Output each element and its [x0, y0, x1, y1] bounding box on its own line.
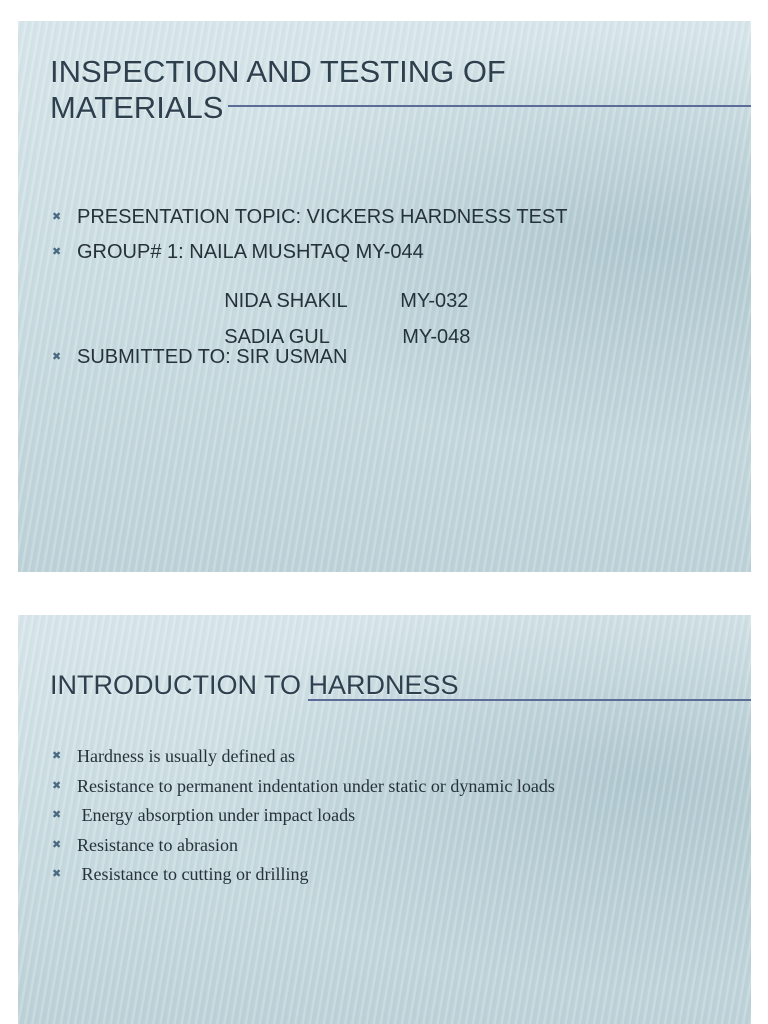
list-item: [52, 772, 555, 802]
x-bullet-icon: ✖: [52, 750, 62, 762]
x-bullet-icon: ✖: [52, 351, 62, 363]
group-text: GROUP# 1: NAILA MUSHTAQ MY-044: [77, 241, 424, 263]
list-item: [52, 831, 555, 861]
bullet-list: [52, 742, 555, 890]
bullet-text: Energy absorption under impact loads: [77, 805, 356, 825]
submitted-text: SUBMITTED TO: SIR USMAN: [77, 346, 348, 368]
list-item: [52, 860, 555, 890]
slide-2: [18, 615, 751, 1024]
list-item: [52, 235, 567, 270]
bullet-text: Resistance to permanent indentation under static or dynamic loads: [77, 775, 555, 796]
member-name: NIDA SHAKIL: [224, 290, 348, 312]
bullet-text: Hardness is usually defined as: [77, 746, 295, 766]
x-bullet-icon: ✖: [52, 809, 62, 821]
x-bullet-icon: ✖: [52, 246, 62, 258]
slide-1: [18, 21, 751, 572]
member-id: MY-032: [400, 290, 469, 312]
bullet-text: Resistance to cutting or drilling: [77, 864, 309, 884]
member-id: MY-048: [402, 326, 471, 348]
x-bullet-icon: ✖: [52, 838, 62, 851]
topic-text: PRESENTATION TOPIC: VICKERS HARDNESS TEST: [77, 206, 568, 228]
slide-title: INSPECTION AND TESTING OF MATERIALS: [50, 54, 506, 125]
member-name: SADIA GUL: [224, 326, 330, 348]
x-bullet-icon: ✖: [52, 779, 62, 792]
member-row: [202, 303, 470, 372]
slide-title: INTRODUCTION TO HARDNESS: [50, 670, 459, 700]
list-item: [52, 742, 555, 772]
list-item: [52, 200, 567, 235]
bullet-text: Resistance to abrasion: [77, 834, 238, 855]
list-item: [52, 801, 555, 831]
x-bullet-icon: ✖: [52, 868, 62, 880]
x-bullet-icon: ✖: [52, 211, 62, 223]
